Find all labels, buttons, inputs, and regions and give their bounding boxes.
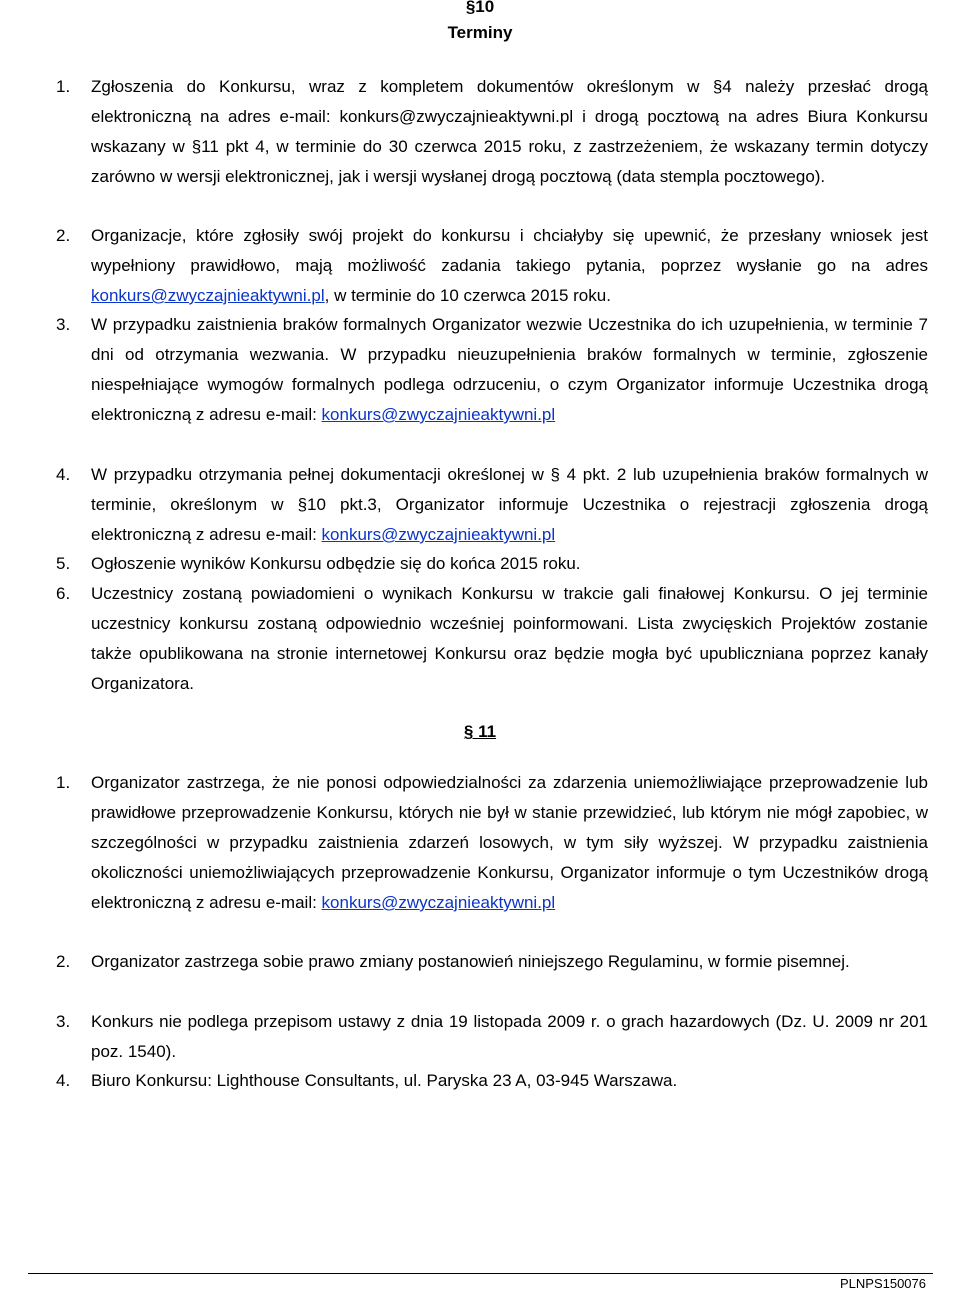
email-link[interactable]: konkurs@zwyczajnieaktywni.pl (91, 286, 325, 305)
s11-item-4 (56, 1066, 928, 1096)
item-text (91, 460, 928, 550)
item-text-before: Organizator zastrzega, że nie ponosi odpowiedzialności za zdarzenia uniemożliwiające przeprowadzenie lub prawidłowe przeprowadzenie Konkursu, których nie był w stanie przewidzieć, lub którym nie mógł zapobiec, w szczególności w przypadku zaistnienia zdarzeń losowych, w tym siły wyższej. W przypadku zaistnienia okoliczności uniemożliwiających przeprowadzenie Konkursu, Organizator informuje o tym Uczestników drogą elektroniczną z adresu e-mail: (91, 773, 928, 912)
s10-item-5 (56, 549, 928, 579)
item-number: 5. (56, 554, 71, 573)
item-text: Biuro Konkursu: Lighthouse Consultants, ul. Paryska 23 A, 03-945 Warszawa. (91, 1071, 678, 1090)
item-text: Uczestnicy zostaną powiadomieni o wynikach Konkursu w trakcie gali finałowej Konkursu. O jej terminie uczestnicy konkursu zostaną odpowiednio wcześniej poinformowani. Lista zwycięskich Projektów zostanie także opublikowana na stronie internetowej Konkursu oraz będzie mogła być upubliczniana poprzez kanały Organizatora. (91, 584, 928, 693)
s11-item-3 (56, 1007, 928, 1067)
section-10-number-text: §10 (465, 0, 495, 16)
item-text (91, 221, 928, 311)
item-number: 1. (56, 77, 71, 96)
s10-item-4 (56, 460, 928, 550)
s10-item-6 (56, 579, 928, 699)
item-text: Ogłoszenie wyników Konkursu odbędzie się do końca 2015 roku. (91, 554, 581, 573)
email-link[interactable]: konkurs@zwyczajnieaktywni.pl (321, 893, 556, 912)
s10-item-2 (56, 221, 928, 311)
item-number: 2. (56, 952, 71, 971)
item-number: 2. (56, 226, 71, 245)
s11-item-1 (56, 768, 928, 918)
email-link[interactable]: konkurs@zwyczajnieaktywni.pl (321, 525, 556, 544)
footer-document-code: PLNPS150076 (839, 1276, 926, 1291)
s11-item-2 (56, 947, 928, 977)
item-number: 4. (56, 1071, 71, 1090)
item-number: 6. (56, 584, 71, 603)
item-number: 1. (56, 773, 71, 792)
item-number: 4. (56, 465, 71, 484)
section-11-number-text: § 11 (463, 722, 497, 741)
s10-item-1 (56, 72, 928, 192)
footer-divider (28, 1273, 933, 1274)
item-number: 3. (56, 1012, 71, 1031)
item-text-after: , w terminie do 10 czerwca 2015 roku. (324, 286, 611, 305)
item-text-before: W przypadku zaistnienia braków formalnych Organizator wezwie Uczestnika do ich uzupełnienia, w terminie 7 dni od otrzymania wezwania. W przypadku nieuzupełnienia braków formalnych w terminie, zgłoszenie niespełniające wymogów formalnych podlega odrzuceniu, o czym Organizator informuje Uczestnika drogą elektroniczną z adresu e-mail: (91, 315, 928, 424)
email-link[interactable]: konkurs@zwyczajnieaktywni.pl (321, 405, 556, 424)
item-text: Konkurs nie podlega przepisom ustawy z dnia 19 listopada 2009 r. o grach hazardowych (Dz. U. 2009 nr 201 poz. 1540). (91, 1012, 928, 1061)
item-text-before: W przypadku otrzymania pełnej dokumentacji określonej w § 4 pkt. 2 lub uzupełnienia braków formalnych w terminie, określonym w §10 pkt.3, Organizator informuje Uczestnika o rejestracji zgłoszenia drogą elektroniczną z adresu e-mail: (91, 465, 928, 544)
item-text (91, 768, 928, 918)
item-text-before: Organizacje, które zgłosiły swój projekt do konkursu i chciałyby się upewnić, że przesłany wniosek jest wypełniony prawidłowo, mają możliwość zadania takiego pytania, poprzez wysłanie go na adres (91, 226, 928, 275)
s10-item-3 (56, 310, 928, 430)
section-11-number (0, 717, 960, 747)
item-text: Organizator zastrzega sobie prawo zmiany postanowień niniejszego Regulaminu, w formie pisemnej. (91, 952, 850, 971)
item-text: Zgłoszenia do Konkursu, wraz z kompletem dokumentów określonym w §4 należy przesłać drogą elektroniczną na adres e-mail: konkurs@zwyczajnieaktywni.pl i drogą pocztową na adres Biura Konkursu wskazany w §11 pkt 4, w terminie do 30 czerwca 2015 roku, z zastrzeżeniem, że wskazany termin dotyczy zarówno w wersji elektronicznej, jak i wersji wysłanej drogą pocztową (data stempla pocztowego). (91, 77, 928, 186)
item-text (91, 310, 928, 430)
item-number: 3. (56, 315, 71, 334)
section-10-title: Terminy (447, 23, 513, 42)
